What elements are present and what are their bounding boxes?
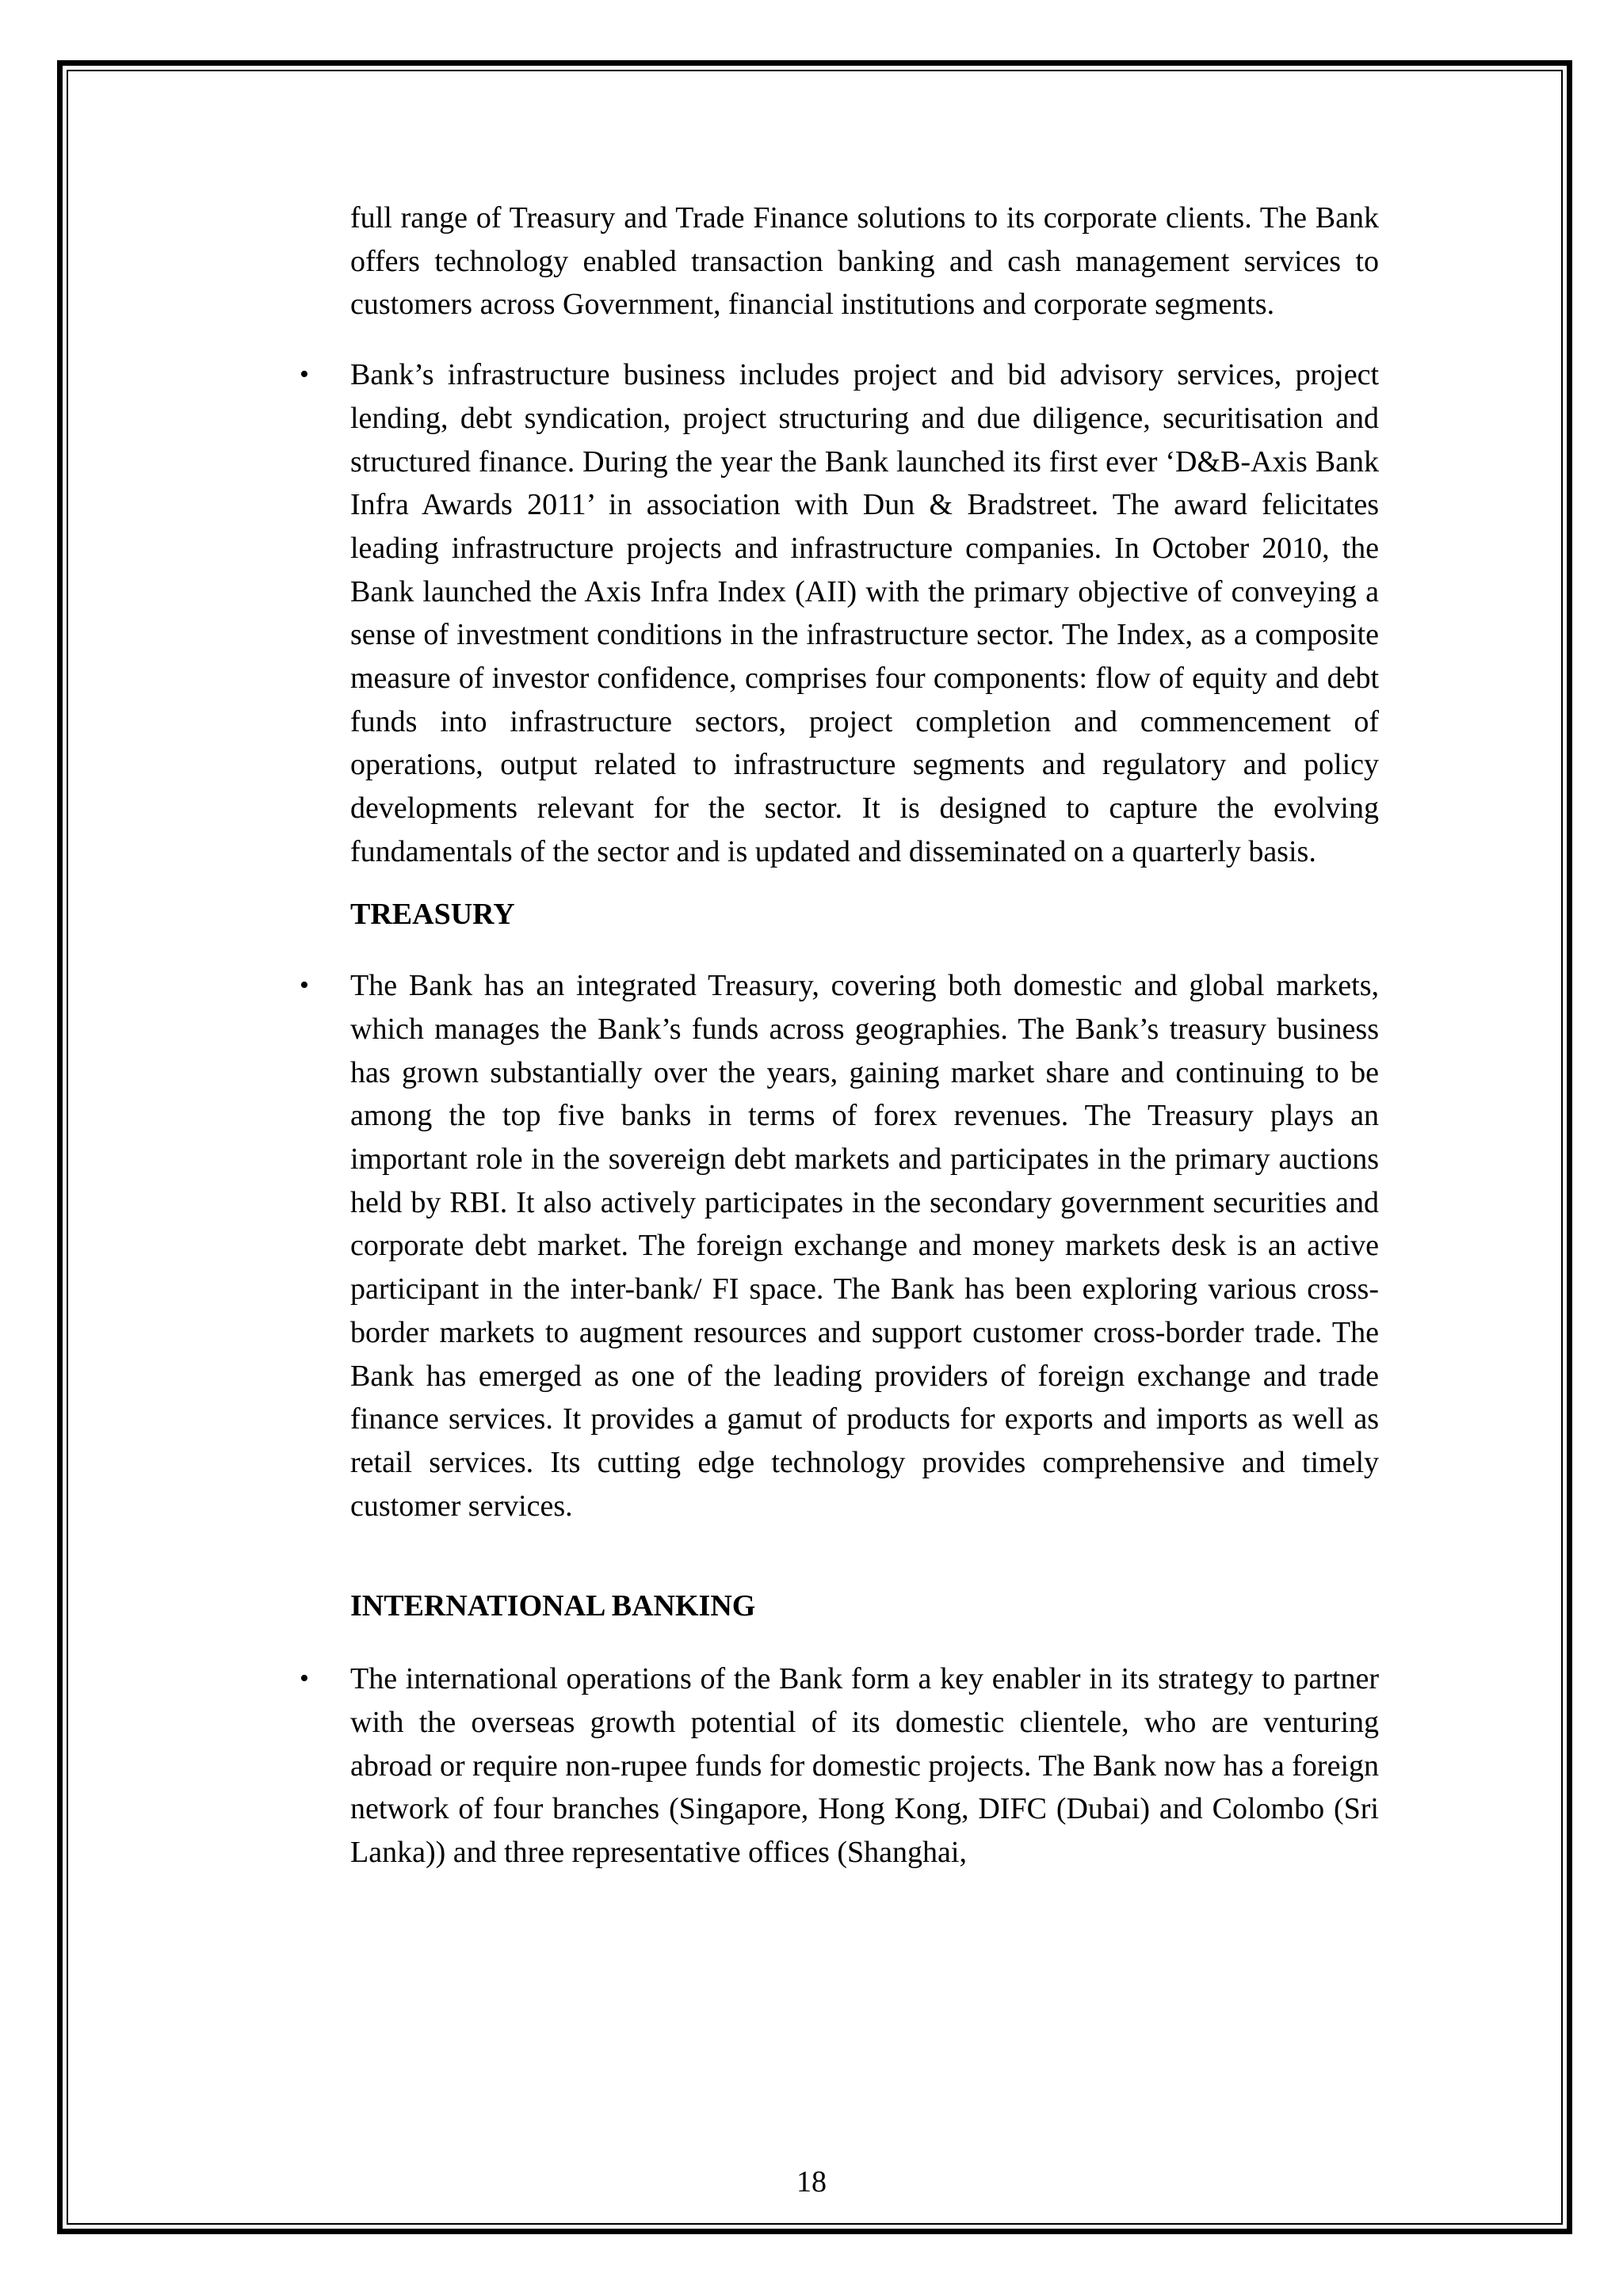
bullet-icon: • bbox=[300, 360, 309, 390]
list-item-treasury bbox=[300, 964, 1379, 1527]
list-item-international bbox=[300, 1657, 1379, 1875]
paragraph-infrastructure: Bank’s infrastructure business includes project and bid advisory services, project lending, debt syndication, project structuring and due diligence, securitisation and structured finance. During the year the Bank launched its first ever ‘D&B-Axis Bank Infra Awards 2011’ in association with Dun & Bradstreet. The award felicitates leading infrastructure projects and infrastructure companies. In October 2010, the Bank launched the Axis Infra Index (AII) with the primary objective of conveying a sense of investment conditions in the infrastructure sector. The Index, as a composite measure of investor confidence, comprises four components: flow of equity and debt funds into infrastructure sectors, project completion and commencement of operations, output related to infrastructure segments and regulatory and policy developments relevant for the sector. It is designed to capture the evolving fundamentals of the sector and is updated and disseminated on a quarterly basis. bbox=[350, 358, 1379, 868]
bullet-icon: • bbox=[300, 1664, 309, 1694]
page-number: 18 bbox=[796, 2165, 827, 2199]
document-body bbox=[300, 196, 1379, 1875]
heading-treasury: TREASURY bbox=[350, 897, 515, 931]
paragraph-trade-finance-continuation: full range of Treasury and Trade Finance solutions to its corporate clients. The Bank offers technology enabled transaction banking and cash management services to customers across Government, financial institutions and corporate segments. bbox=[350, 201, 1379, 322]
bullet-icon: • bbox=[300, 971, 309, 1001]
list-item-infrastructure bbox=[300, 353, 1379, 873]
paragraph-treasury: The Bank has an integrated Treasury, covering both domestic and global markets, which manages the Bank’s funds across geographies. The Bank’s treasury business has grown substantially over the years, gaining market share and continuing to be among the top five banks in terms of forex revenues. The Treasury plays an important role in the sovereign debt markets and participates in the primary auctions held by RBI. It also actively participates in the secondary government securities and corporate debt market. The foreign exchange and money markets desk is an active participant in the inter-bank/ FI space. The Bank has been exploring various cross-border markets to augment resources and support customer cross-border trade. The Bank has emerged as one of the leading providers of foreign exchange and trade finance services. It provides a gamut of products for exports and imports as well as retail services. Its cutting edge technology provides comprehensive and timely customer services. bbox=[350, 969, 1379, 1523]
heading-international-banking: INTERNATIONAL BANKING bbox=[350, 1589, 756, 1623]
paragraph-international-banking: The international operations of the Bank form a key enabler in its strategy to partner with the overseas growth potential of its domestic clientele, who are venturing abroad or require non-rupee funds for domestic projects. The Bank now has a foreign network of four branches (Singapore, Hong Kong, DIFC (Dubai) and Colombo (Sri Lanka)) and three representative offices (Shanghai, bbox=[350, 1662, 1379, 1869]
